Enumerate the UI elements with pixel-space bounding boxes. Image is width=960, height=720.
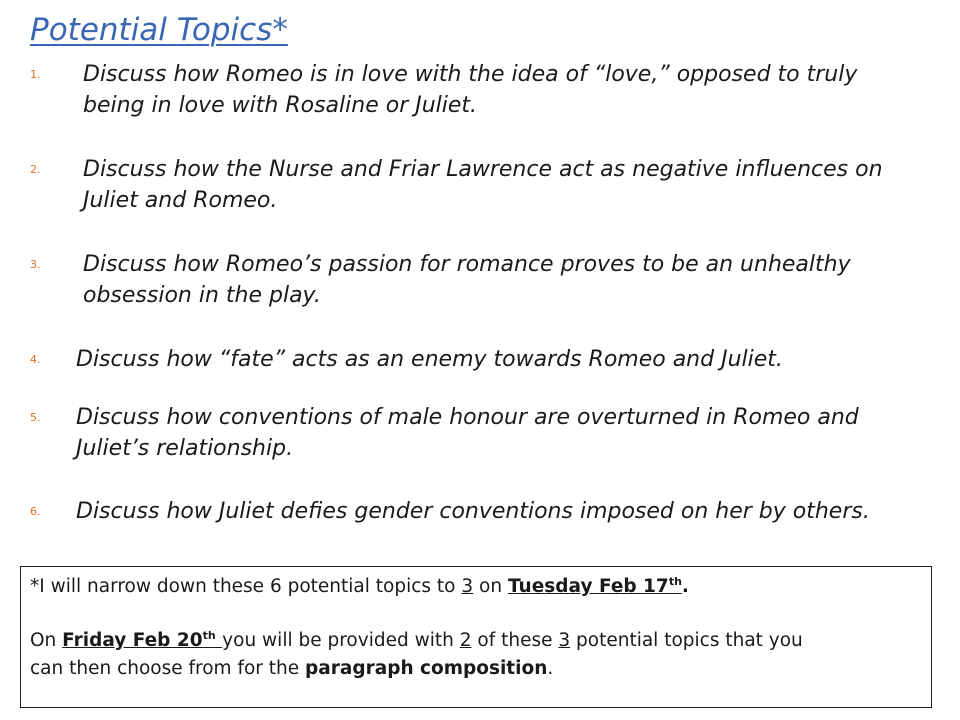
note-line-2 (30, 627, 923, 655)
narrow-date-text: Tuesday Feb 17 (507, 576, 669, 597)
topic-line: Discuss how Romeo is in love with the idea of “love,” opposed to truly (83, 62, 858, 87)
topic-number: 2. (30, 163, 41, 176)
topic-line: being in love with Rosaline or Juliet. (83, 93, 478, 118)
topic-number: 1. (30, 68, 41, 81)
note-line-3 (30, 655, 923, 683)
note-text: . (547, 658, 554, 679)
note-text: can then choose from for the (30, 658, 306, 679)
note-text: On (30, 630, 63, 651)
provide-date (62, 630, 222, 651)
page-title: Potential Topics* (30, 12, 288, 48)
note-line-1 (30, 573, 923, 601)
provide-date-suffix: th (202, 629, 216, 642)
topic-number: 3. (30, 258, 41, 271)
topic-line: Discuss how Juliet defies gender conventions imposed on her by others. (76, 499, 870, 524)
note-text: of these (471, 630, 559, 651)
topic-number: 6. (30, 505, 41, 518)
topic-line: Discuss how “fate” acts as an enemy towards Romeo and Juliet. (76, 347, 783, 372)
note-text: *I will narrow down these 6 potential topics to (30, 576, 462, 597)
note-text: . (681, 576, 689, 597)
topic-line: Juliet and Romeo. (83, 188, 278, 213)
topic-line: Discuss how Romeo’s passion for romance proves to be an unhealthy (83, 252, 851, 277)
topic-line: Juliet’s relationship. (76, 436, 294, 461)
note-text: you will be provided with (222, 630, 460, 651)
provide-date-text: Friday Feb 20 (62, 630, 203, 651)
narrow-date (508, 576, 682, 597)
topic-count: 3 (461, 576, 474, 597)
paragraph-composition: paragraph composition (305, 658, 548, 679)
note-text: potential topics that you (570, 630, 803, 651)
remaining-count: 3 (558, 630, 571, 651)
note-box (20, 566, 932, 708)
topic-number: 4. (30, 353, 41, 366)
note-text: on (473, 576, 508, 597)
narrow-date-suffix: th (668, 575, 682, 588)
topic-line: Discuss how the Nurse and Friar Lawrence act as negative influences on (83, 157, 883, 182)
topic-line: Discuss how conventions of male honour are overturned in Romeo and (76, 405, 859, 430)
topic-number: 5. (30, 411, 41, 424)
provided-count: 2 (459, 630, 472, 651)
topic-line: obsession in the play. (83, 283, 321, 308)
